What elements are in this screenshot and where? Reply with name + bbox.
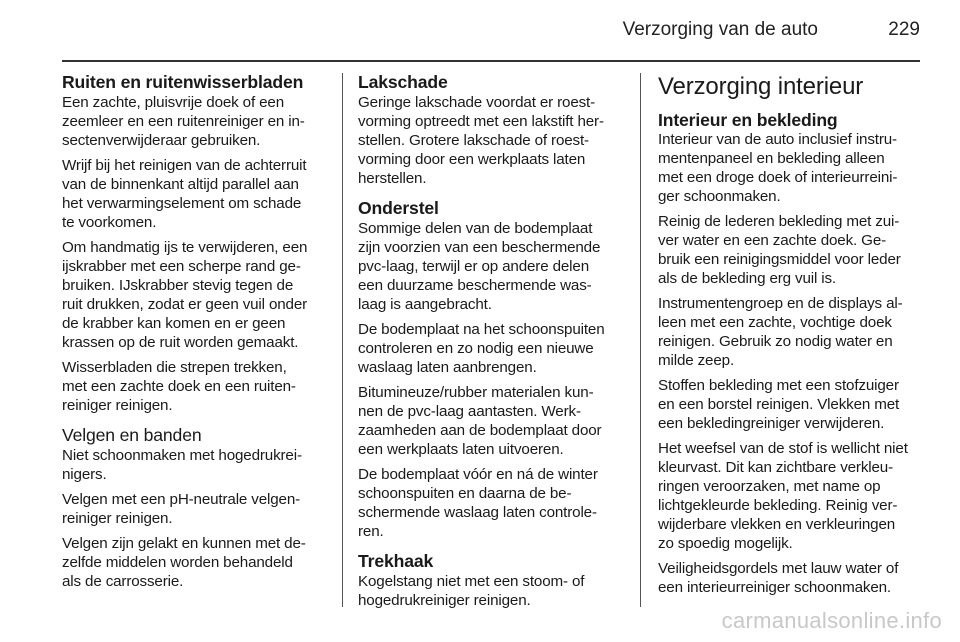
column-middle [358,72,628,616]
paragraph: Niet schoonmaken met hogedrukrei- nigers. [62,447,302,483]
chapter-heading: Verzorging interieur [658,73,864,100]
paragraph: Interieur van de auto inclusief instru- mentenpaneel en bekleding alleen met een droge doek of interieurreini- ger schoonmaken. [658,131,898,205]
paragraph: Om handmatig ijs te verwijderen, een ijskrabber met een scherpe rand ge- bruiken. IJskrabber stevig tegen de ruit drukken, zodat er geen vuil onder de krabber kan komen en er geen krassen op de ruit worden gemaakt. [62,239,308,351]
paragraph: Geringe lakschade voordat er roest- vorming optreedt met een lakstift her- stellen. Grotere lakschade of roest- vorming door een werkplaats laten herstellen. [358,94,604,187]
paragraph: Velgen zijn gelakt en kunnen met de- zelfde middelen worden behandeld als de carrosserie. [62,535,306,590]
section-heading: Interieur en bekleding [658,110,838,130]
paragraph: Sommige delen van de bodemplaat zijn voorzien van een beschermende pvc-laag, terwijl er op andere delen een duurzame beschermende was- laag is aangebracht. [358,220,601,313]
section-heading: Trekhaak [358,551,434,571]
paragraph: Kogelstang niet met een stoom- of hogedrukreiniger reinigen. [358,573,585,609]
section-heading: Ruiten en ruitenwisserbladen [62,72,304,92]
section-heading: Onderstel [358,198,439,218]
paragraph: De bodemplaat vóór en ná de winter schoonspuiten en daarna de be- schermende waslaag laten controle- ren. [358,466,598,540]
column-divider [342,73,343,607]
paragraph: Bitumineuze/rubber materialen kun- nen de pvc-laag aantasten. Werk- zaamheden aan de bodemplaat door een werkplaats laten uitvoeren. [358,384,602,458]
column-right [658,72,928,603]
paragraph: De bodemplaat na het schoonspuiten controleren en zo nodig een nieuwe waslaag laten aanbrengen. [358,321,605,376]
section-heading: Velgen en banden [62,425,202,445]
paragraph: Velgen met een pH-neutrale velgen- reiniger reinigen. [62,491,301,527]
paragraph: Instrumentengroep en de displays al- leen met een zachte, vochtige doek reinigen. Gebruik zo nodig water en milde zeep. [658,295,903,369]
paragraph: Veiligheidsgordels met lauw water of een interieurreiniger schoonmaken. [658,560,899,596]
running-header-title: Verzorging van de auto [622,19,818,40]
column-divider [640,73,641,607]
paragraph: Een zachte, pluisvrije doek of een zeemleer en een ruitenreiniger en in- sectenverwijderaar gebruiken. [62,94,305,149]
paragraph: Het weefsel van de stof is wellicht niet kleurvast. Dit kan zichtbare verkleu- ringen veroorzaken, met name op lichtgekleurde bekleding. Reinig ver- wijderbare vlekken en verkleuringen zo spoedig mogelijk. [658,440,908,552]
section-heading: Lakschade [358,72,448,92]
column-left [62,72,330,597]
paragraph: Reinig de lederen bekleding met zui- ver water en een zachte doek. Ge- bruik een reinigingsmiddel voor leder als de bekleding erg vuil is. [658,213,901,287]
paragraph: Wrijf bij het reinigen van de achterruit van de binnenkant altijd parallel aan het verwarmingselement om schade te voorkomen. [62,157,307,231]
watermark-text: carmanualsonline.info [721,608,942,633]
page-number: 229 [888,19,920,40]
paragraph: Stoffen bekleding met een stofzuiger en een borstel reinigen. Vlekken met een bekledingreiniger verwijderen. [658,377,900,432]
header-divider [62,60,920,62]
paragraph: Wisserbladen die strepen trekken, met een zachte doek en een ruiten- reiniger reinigen. [62,359,296,414]
